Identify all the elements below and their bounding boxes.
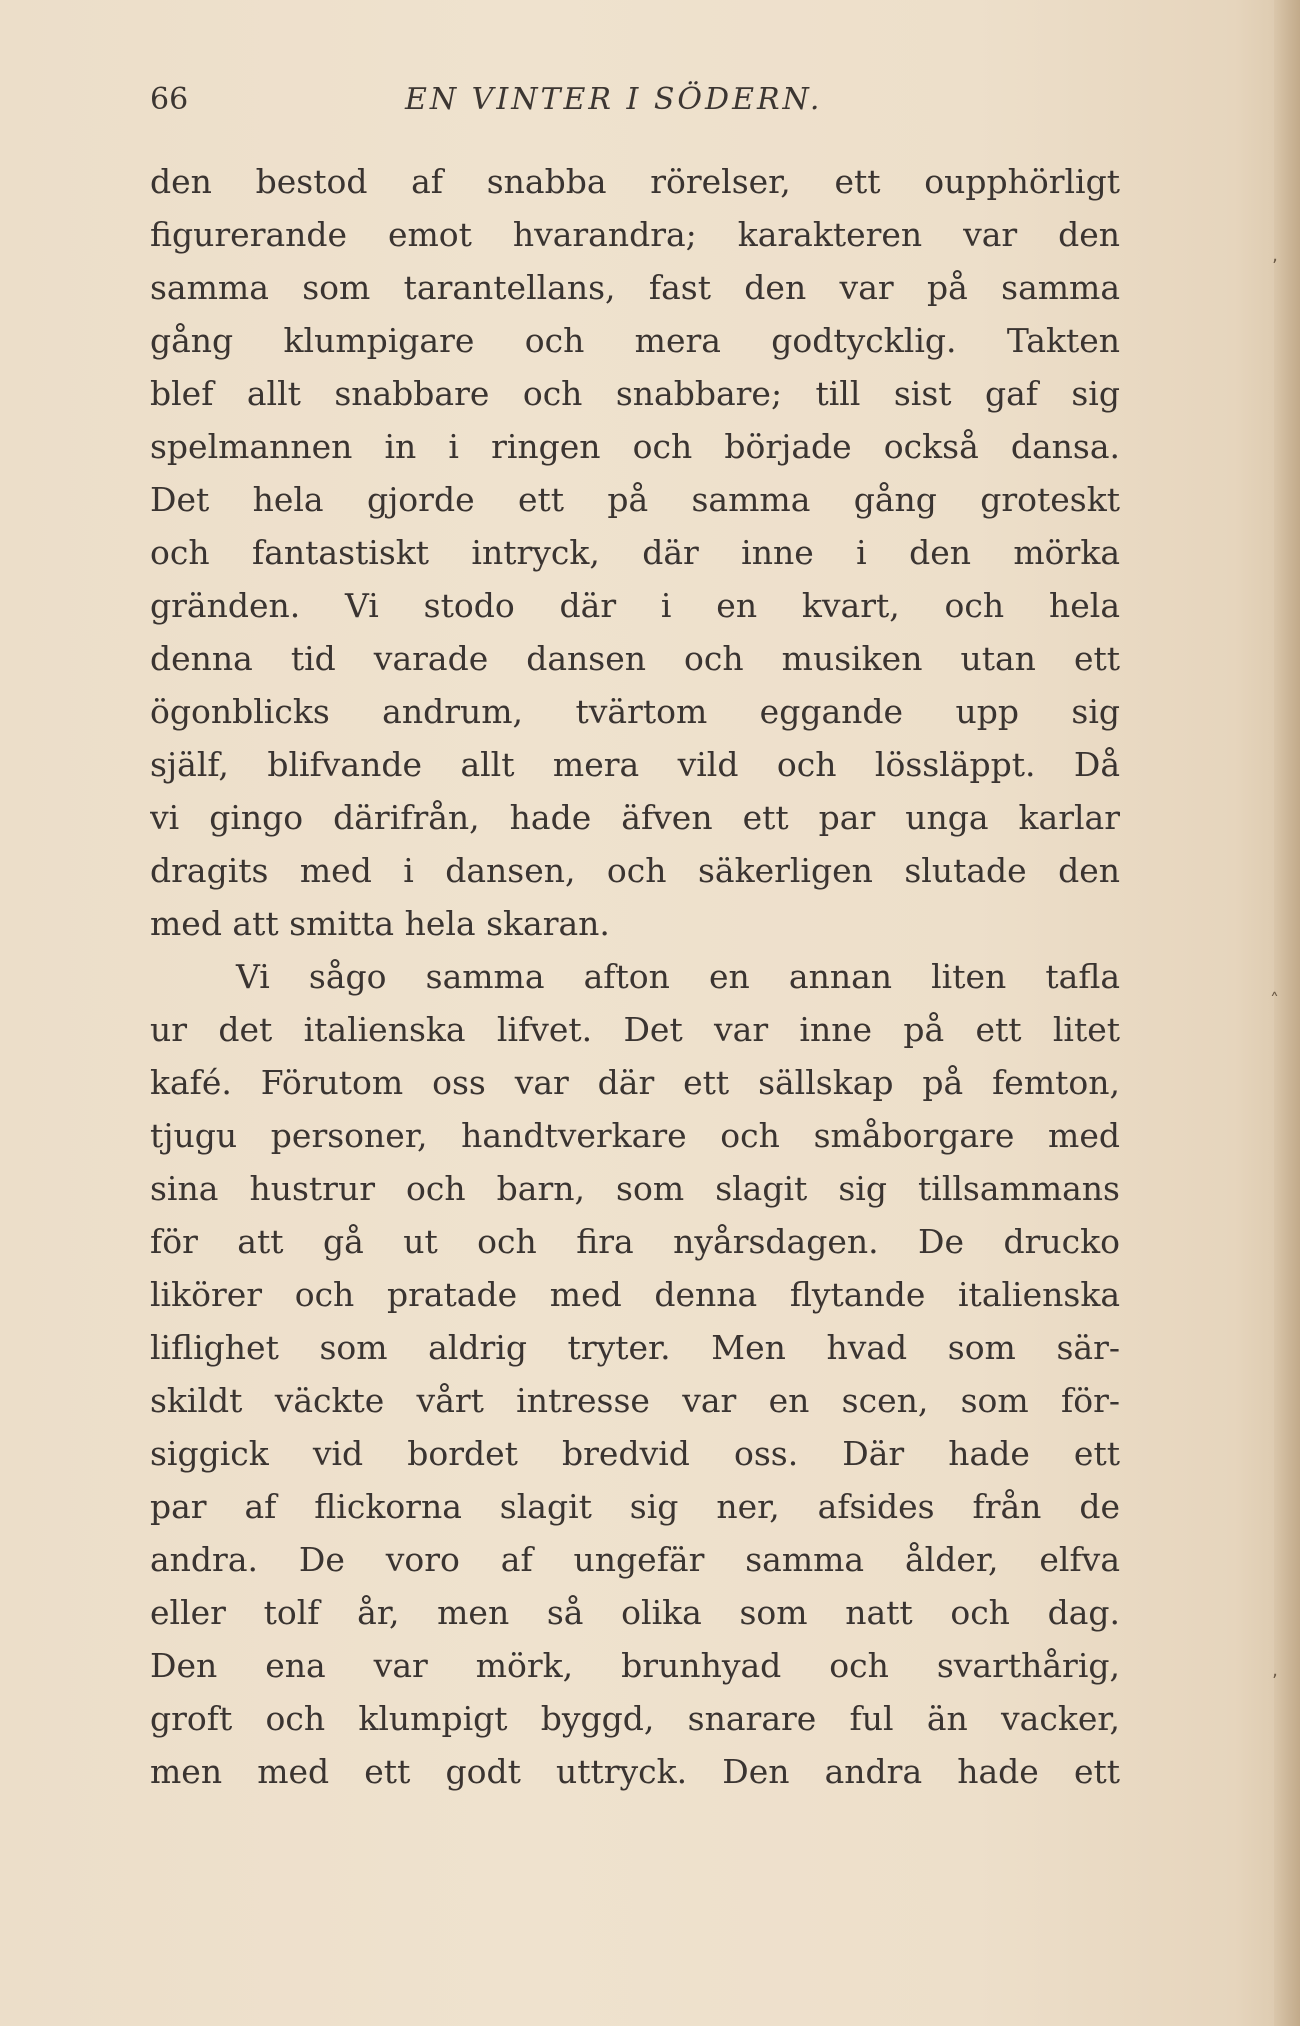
page-binding-edge: [1274, 0, 1300, 2026]
text-line: själf, blifvande allt mera vild och lössläppt. Då: [150, 745, 1120, 784]
running-title: EN VINTER I SÖDERN.: [405, 82, 823, 117]
page-number: 66: [150, 82, 189, 117]
text-line: sina hustrur och barn, som slagit sig tillsammans: [150, 1169, 1120, 1208]
text-line: blef allt snabbare och snabbare; till sist gaf sig: [150, 374, 1120, 413]
text-line: gränden. Vi stodo där i en kvart, och hela: [150, 586, 1120, 625]
text-line: figurerande emot hvarandra; karakteren var den: [150, 215, 1120, 254]
text-line: tjugu personer, handtverkare och småborgare med: [150, 1116, 1120, 1155]
margin-stain-mark: ‚: [1272, 245, 1278, 266]
margin-stain-mark: ˄: [1270, 990, 1279, 1011]
text-line: den bestod af snabba rörelser, ett oupphörligt: [150, 162, 1120, 201]
text-line: gång klumpigare och mera godtycklig. Takten: [150, 321, 1120, 360]
text-line: dragits med i dansen, och säkerligen slutade den: [150, 851, 1120, 890]
text-line: Vi sågo samma afton en annan liten tafla: [236, 957, 1120, 996]
text-line: eller tolf år, men så olika som natt och dag.: [150, 1593, 1120, 1632]
body-text: [150, 155, 1120, 1798]
text-line: och fantastiskt intryck, där inne i den mörka: [150, 533, 1120, 572]
text-line: andra. De voro af ungefär samma ålder, elfva: [150, 1540, 1120, 1579]
text-line: groft och klumpigt byggd, snarare ful än vacker,: [150, 1699, 1120, 1738]
text-line: liflighet som aldrig tryter. Men hvad som sär-: [150, 1328, 1120, 1367]
text-line: par af flickorna slagit sig ner, afsides från de: [150, 1487, 1120, 1526]
text-line: kafé. Förutom oss var där ett sällskap på femton,: [150, 1063, 1120, 1102]
text-line: ögonblicks andrum, tvärtom eggande upp sig: [150, 692, 1120, 731]
text-line: denna tid varade dansen och musiken utan ett: [150, 639, 1120, 678]
text-line: likörer och pratade med denna flytande italienska: [150, 1275, 1120, 1314]
text-line: spelmannen in i ringen och började också dansa.: [150, 427, 1120, 466]
text-line: samma som tarantellans, fast den var på samma: [150, 268, 1120, 307]
running-head: [150, 82, 1120, 132]
text-line: skildt väckte vårt intresse var en scen, som för-: [150, 1381, 1120, 1420]
text-line: Det hela gjorde ett på samma gång groteskt: [150, 480, 1120, 519]
text-line: med att smitta hela skaran.: [150, 904, 610, 943]
margin-stain-mark: ‚: [1272, 1660, 1278, 1681]
text-line: men med ett godt uttryck. Den andra hade ett: [150, 1752, 1120, 1791]
text-line: för att gå ut och fira nyårsdagen. De drucko: [150, 1222, 1120, 1261]
text-line: Den ena var mörk, brunhyad och svarthårig,: [150, 1646, 1120, 1685]
text-line: siggick vid bordet bredvid oss. Där hade ett: [150, 1434, 1120, 1473]
text-line: ur det italienska lifvet. Det var inne på ett litet: [150, 1010, 1120, 1049]
text-line: vi gingo därifrån, hade äfven ett par unga karlar: [150, 798, 1120, 837]
